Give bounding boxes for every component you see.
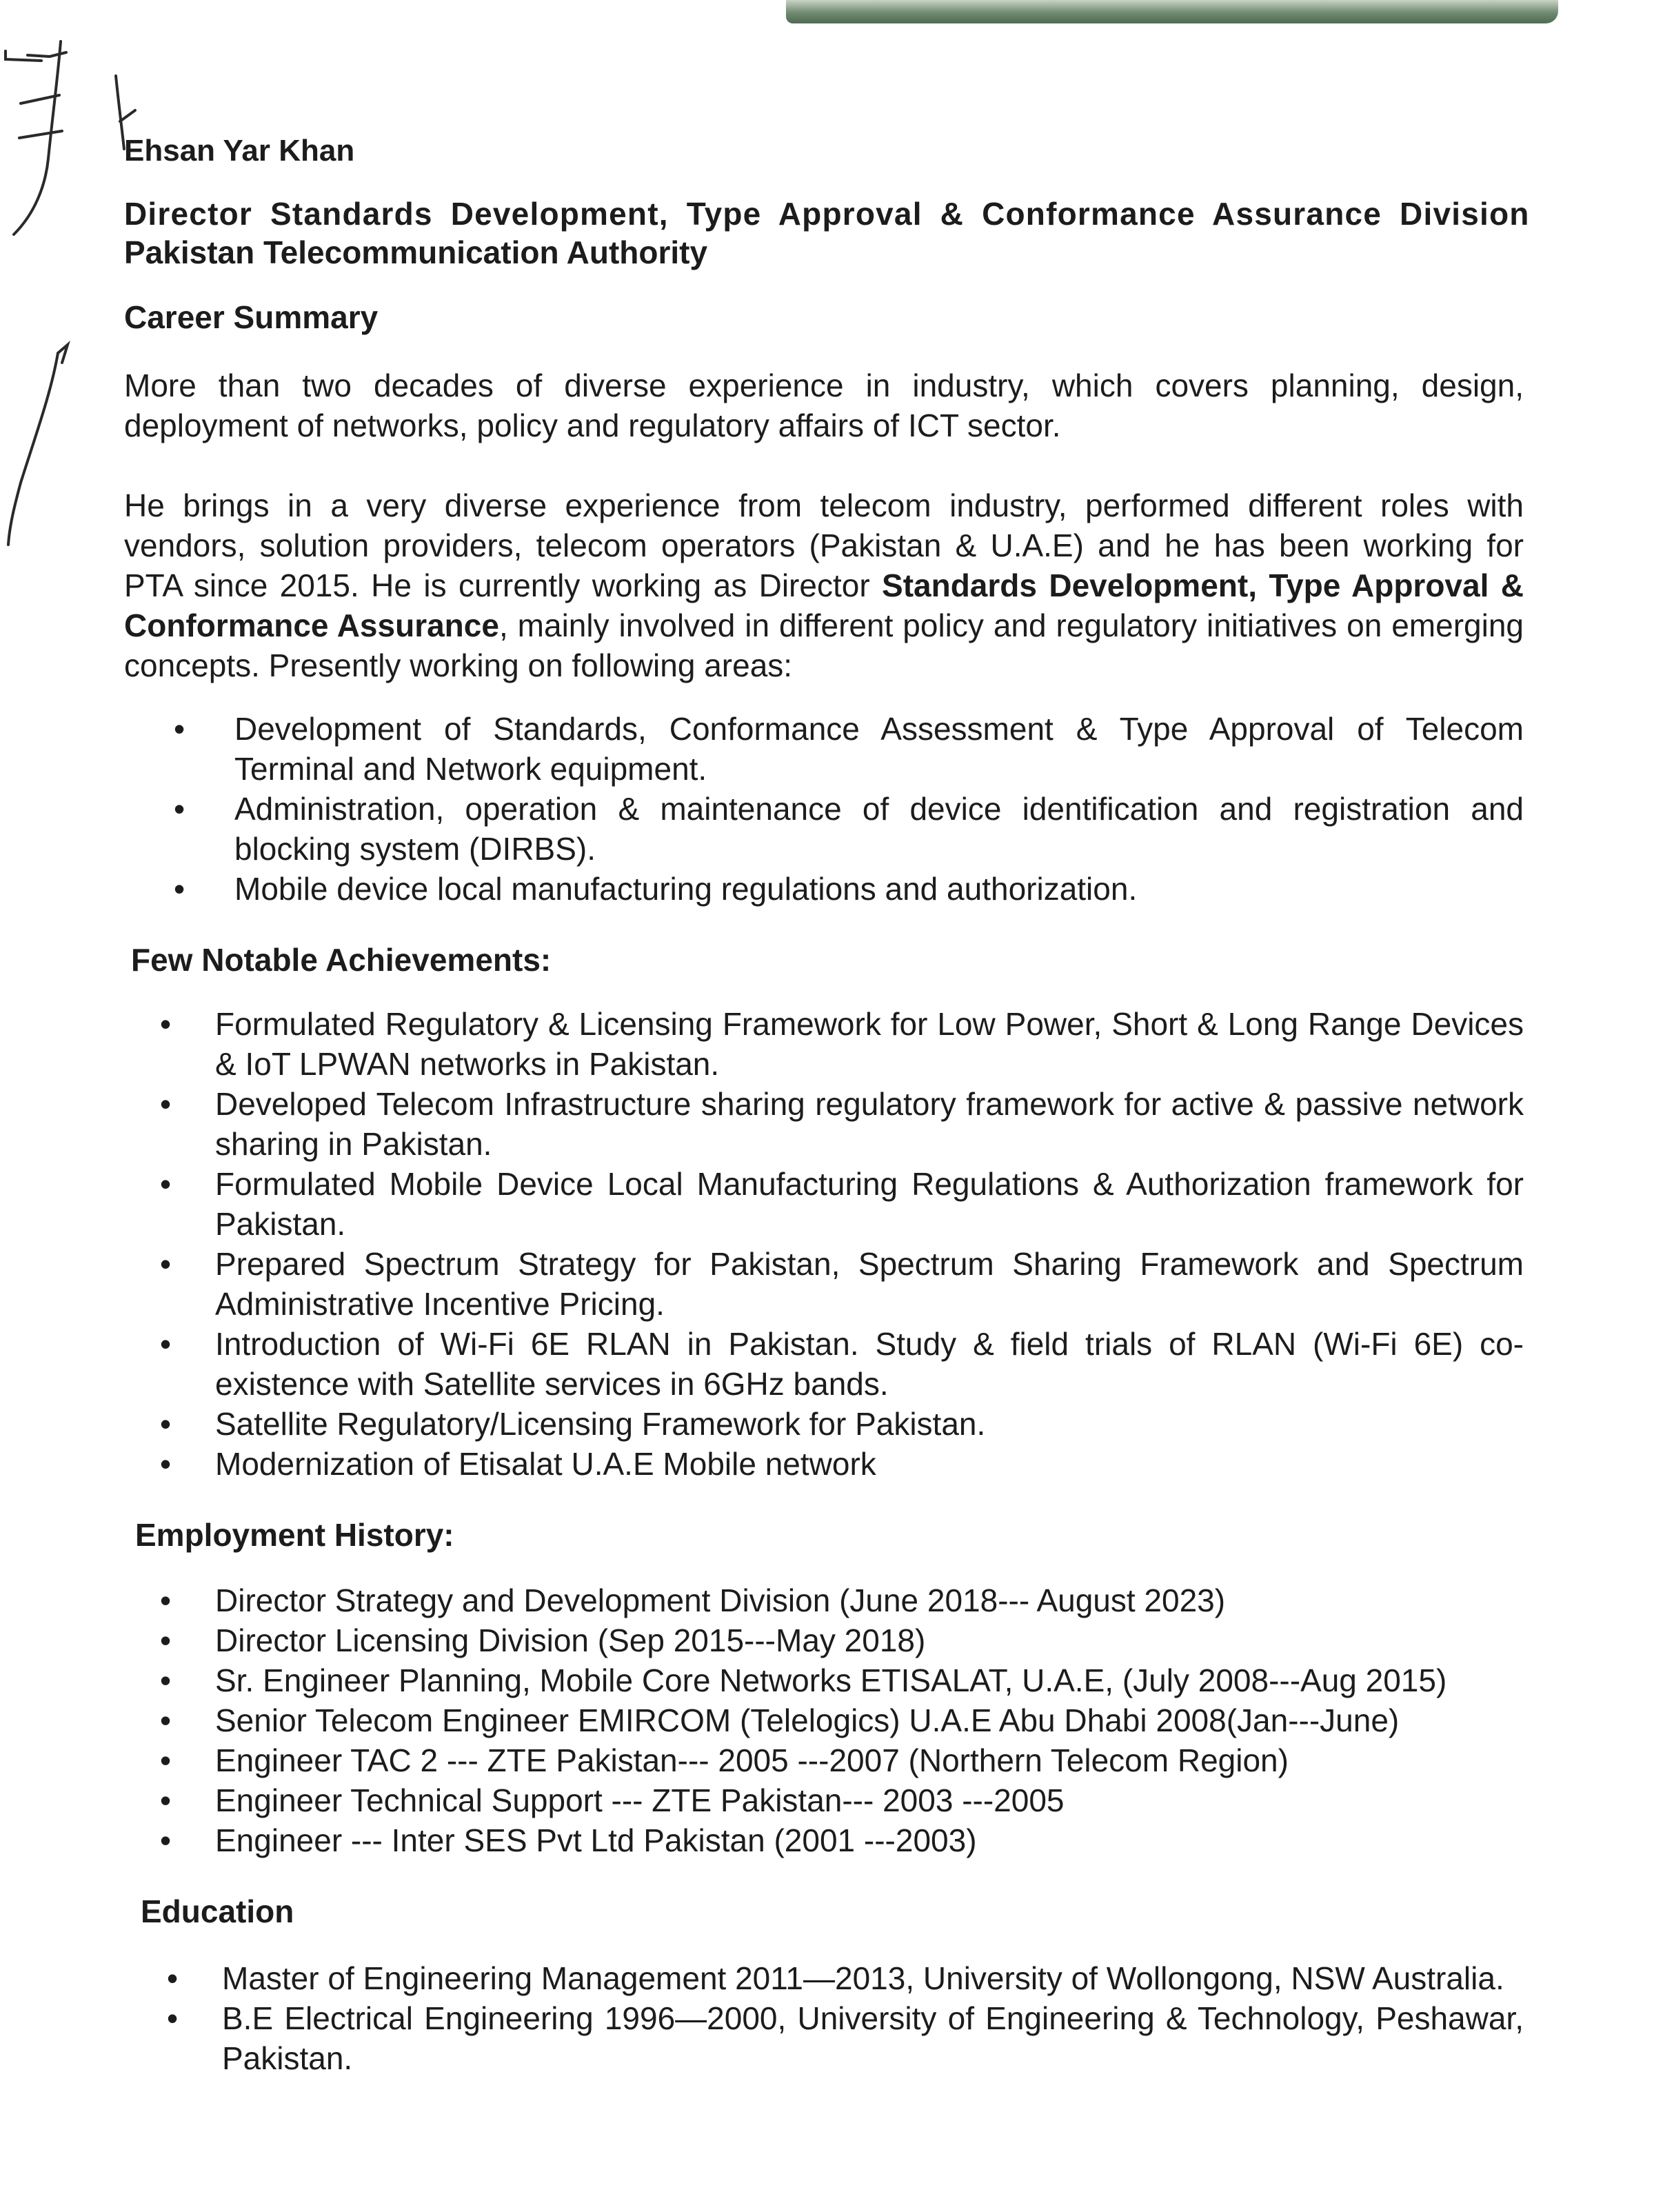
list-item: • Formulated Regulatory & Licensing Framework for Low Power, Short & Long Range Devices & IoT LPWAN networks in Pakistan.: [124, 1004, 1524, 1084]
career-summary-paragraph: More than two decades of diverse experience in industry, which covers planning, design, deployment of networks, policy and regulatory affairs of ICT sector.: [124, 368, 1524, 443]
list-item: • Director Strategy and Development Division (June 2018--- August 2023): [124, 1580, 1524, 1620]
organization-line: Pakistan Telecommunication Authority: [124, 234, 708, 270]
list-item: • Engineer TAC 2 --- ZTE Pakistan--- 2005 ---2007 (Northern Telecom Region): [124, 1740, 1524, 1780]
list-item: • Engineer Technical Support --- ZTE Pakistan--- 2003 ---2005: [124, 1780, 1524, 1820]
experience-paragraph: [124, 485, 1524, 685]
job-title: [124, 194, 1530, 272]
list-item: • Administration, operation & maintenance of device identification and registration and blocking system (DIRBS).: [124, 789, 1524, 869]
list-item: • Formulated Mobile Device Local Manufacturing Regulations & Authorization framework for Pakistan.: [124, 1164, 1524, 1244]
experience-text-end: , mainly involved in different policy and regulatory initiatives on emerging concepts. Presently working on following areas:: [124, 607, 1524, 683]
current-role-bold: Standards Development, Type Approval & Conformance Assurance: [124, 567, 1524, 643]
list-item: • Developed Telecom Infrastructure sharing regulatory framework for active & passive network sharing in Pakistan.: [124, 1084, 1524, 1164]
achievements-heading: Few Notable Achievements:: [131, 942, 552, 978]
list-item: • Modernization of Etisalat U.A.E Mobile network: [124, 1444, 1524, 1484]
list-item: • Director Licensing Division (Sep 2015---May 2018): [124, 1620, 1524, 1660]
career-summary-heading: Career Summary: [124, 299, 379, 335]
education-list: [131, 1958, 1524, 2078]
list-item: • Master of Engineering Management 2011—2013, University of Wollongong, NSW Australia.: [131, 1958, 1524, 1998]
list-item: • Mobile device local manufacturing regulations and authorization.: [124, 869, 1524, 909]
job-title-line: Director Standards Development, Type Approval & Conformance Assurance Division: [124, 196, 1530, 232]
list-item: • Sr. Engineer Planning, Mobile Core Networks ETISALAT, U.A.E, (July 2008---Aug 2015): [124, 1660, 1524, 1700]
experience-text: He brings in a very diverse experience from telecom industry, performed different roles with vendors, solution providers, telecom operators (Pakistan & U.A.E) and he has been working for PTA since 2015. He is currently working as Director: [124, 487, 1524, 603]
document-page: [124, 131, 1530, 2078]
education-heading: Education: [141, 1893, 294, 1929]
working-areas-list: [124, 709, 1524, 909]
list-item: • Engineer --- Inter SES Pvt Ltd Pakistan (2001 ---2003): [124, 1820, 1524, 1860]
employment-heading: Employment History:: [135, 1517, 454, 1553]
top-edge-strip: [786, 0, 1558, 23]
list-item: • B.E Electrical Engineering 1996—2000, University of Engineering & Technology, Peshawar, Pakistan.: [131, 1998, 1524, 2078]
list-item: • Satellite Regulatory/Licensing Framework for Pakistan.: [124, 1404, 1524, 1444]
list-item: • Prepared Spectrum Strategy for Pakistan, Spectrum Sharing Framework and Spectrum Administrative Incentive Pricing.: [124, 1244, 1524, 1324]
list-item: • Introduction of Wi-Fi 6E RLAN in Pakistan. Study & field trials of RLAN (Wi-Fi 6E) co-existence with Satellite services in 6GHz bands.: [124, 1324, 1524, 1404]
list-item: • Development of Standards, Conformance Assessment & Type Approval of Telecom Terminal and Network equipment.: [124, 709, 1524, 789]
person-name: Ehsan Yar Khan: [124, 134, 355, 168]
list-item: • Senior Telecom Engineer EMIRCOM (Telelogics) U.A.E Abu Dhabi 2008(Jan---June): [124, 1700, 1524, 1740]
achievements-list: [124, 1004, 1524, 1484]
employment-list: [124, 1580, 1524, 1860]
